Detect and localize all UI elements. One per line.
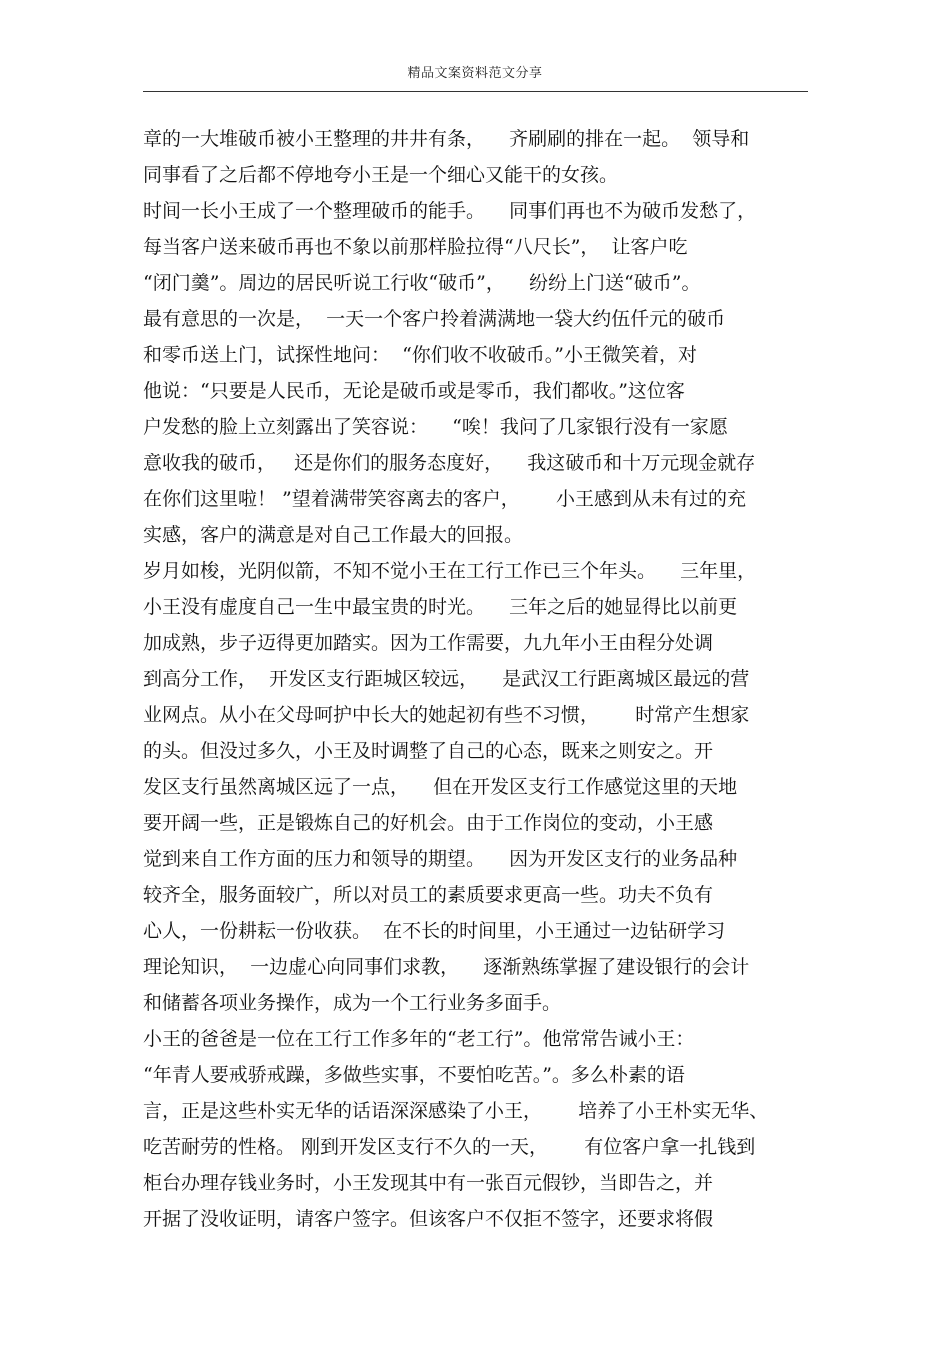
document-body [143, 121, 813, 1237]
text-line: 同事看了之后都不停地夸小王是一个细心又能干的女孩。 [143, 164, 619, 186]
text-line: 小王没有虚度自己一生中最宝贵的时光。 三年之后的她显得比以前更 [143, 596, 738, 618]
text-line: 的头。但没过多久，小王及时调整了自己的心态，既来之则安之。开 [143, 740, 714, 762]
text-line: 他说：“只要是人民币，无论是破币或是零币，我们都收。”这位客 [143, 380, 685, 402]
text-line: 较齐全，服务面较广，所以对员工的素质要求更高一些。功夫不负有 [143, 884, 714, 906]
text-line: 实感，客户的满意是对自己工作最大的回报。 [143, 524, 524, 546]
text-line: “闭门羹”。周边的居民听说工行收“破币”， 纷纷上门送“破币”。 [143, 272, 701, 294]
text-line: 柜台办理存钱业务时，小王发现其中有一张百元假钞，当即告之，并 [143, 1172, 714, 1194]
text-line: “年青人要戒骄戒躁，多做些实事，不要怕吃苦。”。多么朴素的语 [143, 1064, 685, 1086]
text-line: 要开阔一些，正是锻炼自己的好机会。由于工作岗位的变动，小王感 [143, 812, 714, 834]
page-header-title: 精品文案资料范文分享 [407, 66, 543, 81]
text-line: 言，正是这些朴实无华的话语深深感染了小王， 培养了小王朴实无华、 [143, 1100, 769, 1122]
text-line: 和零币送上门，试探性地问： “你们收不收破币。”小王微笑着，对 [143, 344, 698, 366]
text-line: 每当客户送来破币再也不象以前那样脸拉得“八尺长”， 让客户吃 [143, 236, 688, 258]
text-line: 心人，一份耕耘一份收获。 在不长的时间里，小王通过一边钻研学习 [143, 920, 726, 942]
text-line: 意收我的破币， 还是你们的服务态度好， 我这破币和十万元现金就存 [143, 452, 756, 474]
text-line: 岁月如梭，光阴似箭，不知不觉小王在工行工作已三个年头。 三年里， [143, 560, 757, 582]
text-line: 到高分工作， 开发区支行距城区较远， 是武汉工行距离城区最远的营 [143, 668, 750, 690]
text-line: 吃苦耐劳的性格。 刚到开发区支行不久的一天， 有位客户拿一扎钱到 [143, 1136, 756, 1158]
text-line: 章的一大堆破币被小王整理的井井有条， 齐刷刷的排在一起。 领导和 [143, 128, 750, 150]
text-line: 在你们这里啦！ ”望着满带笑容离去的客户， 小王感到从未有过的充 [143, 488, 746, 510]
text-line: 理论知识， 一边虚心向同事们求教， 逐渐熟练掌握了建设银行的会计 [143, 956, 750, 978]
text-line: 和储蓄各项业务操作，成为一个工行业务多面手。 [143, 992, 562, 1014]
text-line: 发区支行虽然离城区远了一点， 但在开发区支行工作感觉这里的天地 [143, 776, 738, 798]
text-line: 小王的爸爸是一位在工行工作多年的“老工行”。他常常告诫小王： [143, 1028, 695, 1050]
text-line: 户发愁的脸上立刻露出了笑容说： “唉！我问了几家银行没有一家愿 [143, 416, 728, 438]
header-rule [143, 91, 808, 92]
text-line: 加成熟，步子迈得更加踏实。因为工作需要，九九年小王由程分处调 [143, 632, 714, 654]
text-line: 觉到来自工作方面的压力和领导的期望。 因为开发区支行的业务品种 [143, 848, 738, 870]
text-line: 业网点。从小在父母呵护中长大的她起初有些不习惯， 时常产生想家 [143, 704, 750, 726]
text-line: 时间一长小王成了一个整理破币的能手。 同事们再也不为破币发愁了， [143, 200, 757, 222]
text-line: 最有意思的一次是， 一天一个客户拎着满满地一袋大约伍仟元的破币 [143, 308, 726, 330]
text-line: 开据了没收证明，请客户签字。但该客户不仅拒不签字，还要求将假 [143, 1208, 714, 1230]
